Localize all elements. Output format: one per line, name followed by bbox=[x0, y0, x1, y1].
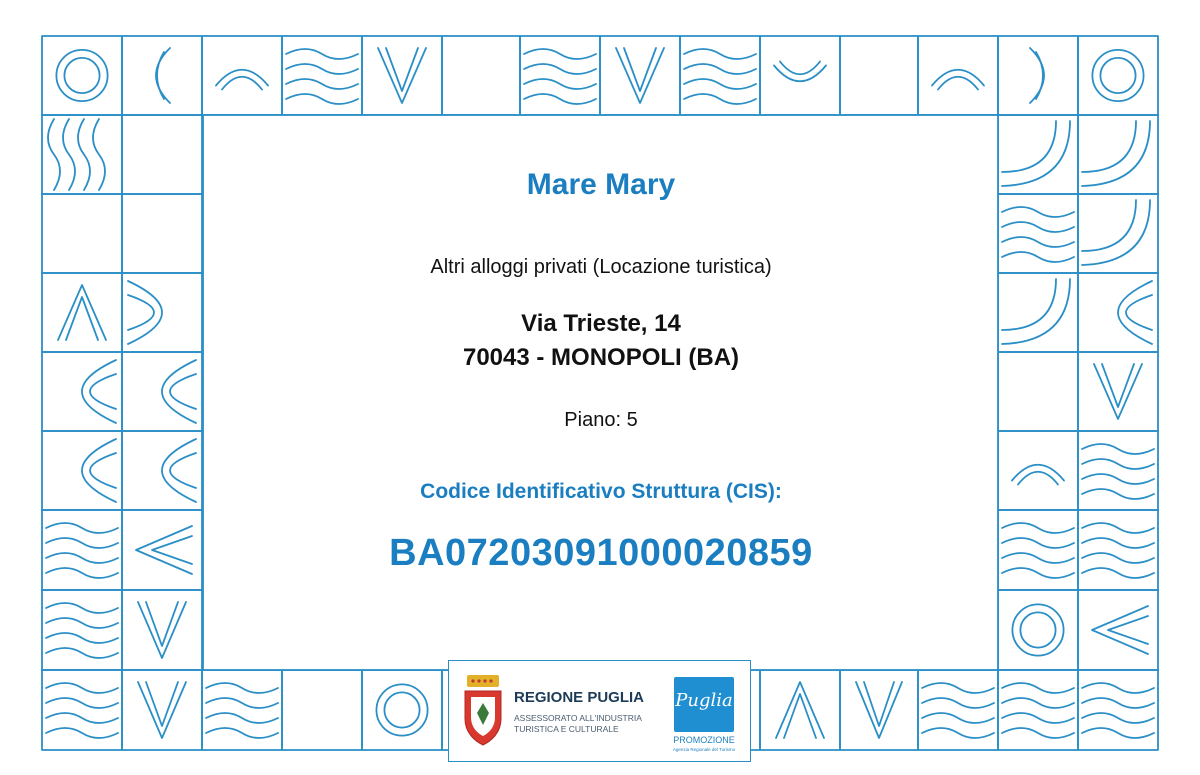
regione-puglia-subtitle-2: TURISTICA E CULTURALE bbox=[514, 724, 619, 734]
puglia-promozione-badge bbox=[674, 677, 734, 732]
regione-puglia-subtitle-1: ASSESSORATO ALL'INDUSTRIA bbox=[514, 713, 642, 723]
puglia-script-logo: Puglia bbox=[675, 690, 733, 711]
address-street: Via Trieste, 14 bbox=[521, 310, 681, 337]
cis-label: Codice Identificativo Struttura (CIS): bbox=[420, 480, 782, 503]
puglia-promozione-tagline: Agenzia Regionale del Turismo bbox=[672, 747, 736, 752]
structure-category: Altri alloggi privati (Locazione turistica) bbox=[430, 256, 772, 278]
puglia-promozione-name: PROMOZIONE bbox=[673, 735, 735, 745]
regione-puglia-title: REGIONE PUGLIA bbox=[514, 689, 645, 706]
structure-name: Mare Mary bbox=[526, 168, 676, 201]
cis-code: BA07203091000020859 bbox=[389, 532, 813, 574]
regione-puglia-crest-icon bbox=[461, 673, 505, 749]
address-city: 70043 - MONOPOLI (BA) bbox=[462, 344, 740, 371]
floor-info: Piano: 5 bbox=[564, 409, 638, 431]
sponsor-logos bbox=[448, 660, 751, 762]
